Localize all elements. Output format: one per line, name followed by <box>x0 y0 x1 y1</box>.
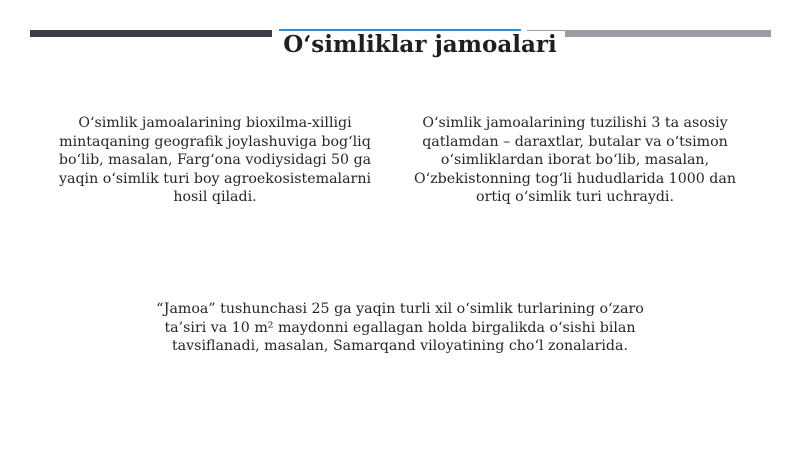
slide-title: O‘simliklar jamoalari <box>275 31 565 58</box>
slide-title-wrapper <box>0 30 800 60</box>
paragraph-right: O‘simlik jamoalarining tuzilishi 3 ta asosiy qatlamdan – daraxtlar, butalar va o‘tsimon o‘simliklardan iborat bo‘lib, masalan, O‘zbekistonning tog‘li hududlarida 1000 dan ortiq o‘simlik turi uchraydi. <box>414 115 736 206</box>
paragraph-left: O‘simlik jamoalarining bioxilma-xilligi mintaqaning geografik joylashuviga bog‘liq bo‘lib, masalan, Farg‘ona vodiysidagi 50 ga yaqin o‘simlik turi boy agroekosistemalarni hosil qiladi. <box>58 115 372 206</box>
paragraph-bottom: “Jamoa” tushunchasi 25 ga yaqin turli xil o‘simlik turlarining o‘zaro ta’siri va 10 m² maydonni egallagan holda birgalikda o‘sishi bilan tavsiflanadi, masalan, Samarqand viloyatining cho‘l zonalarida. <box>156 301 644 355</box>
